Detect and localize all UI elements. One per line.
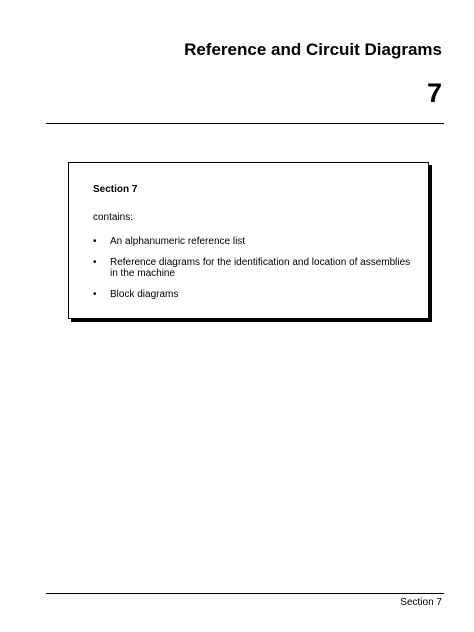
list-item-text: An alphanumeric reference list (110, 236, 246, 247)
list-item (93, 257, 413, 279)
section-contents-box (68, 162, 429, 319)
list-item-text: Block diagrams (110, 289, 179, 300)
footer-section-label: Section 7 (400, 597, 442, 608)
section-number: 7 (426, 78, 442, 108)
box-intro-text: contains: (93, 212, 134, 223)
bullet-icon: • (93, 236, 97, 247)
list-item-text: Reference diagrams for the identification and location of assemblies in the machine (110, 257, 411, 279)
header-divider (46, 123, 444, 124)
box-heading: Section 7 (93, 184, 138, 195)
list-item (93, 289, 413, 300)
bullet-icon: • (93, 289, 97, 300)
footer-divider (46, 593, 444, 594)
list-item (93, 236, 413, 247)
contents-list (93, 236, 413, 310)
bullet-icon: • (93, 257, 97, 268)
page-title: Reference and Circuit Diagrams (184, 40, 442, 59)
